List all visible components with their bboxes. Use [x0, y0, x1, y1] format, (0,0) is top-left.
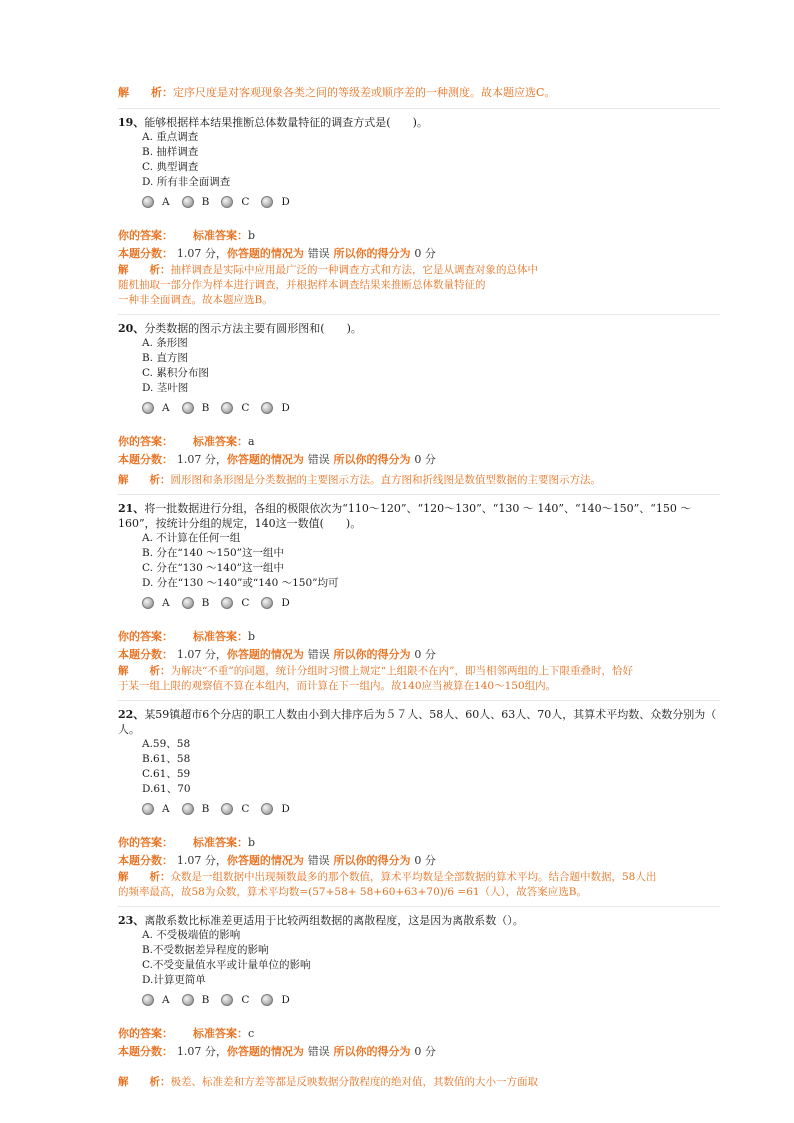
answer-radios: A B C D [142, 991, 720, 1009]
divider [118, 494, 720, 495]
question-22 [118, 707, 720, 900]
question-title: 19、能够根据样本结果推断总体数量特征的调查方式是( )。 [118, 116, 428, 129]
score-row: 本题分数： 1.07 分，你答题的情况为 错误 所以你的得分为 0 分 [118, 1045, 436, 1058]
radio-b[interactable] [182, 597, 194, 609]
radio-c[interactable] [221, 994, 233, 1006]
option-b: B. 抽样调查 [142, 146, 199, 158]
question-title: 23、离散系数比标准差更适用于比较两组数据的离散程度，这是因为离散系数（）。 [118, 914, 524, 927]
radio-c[interactable] [221, 803, 233, 815]
analysis: 解 析：为解决“不重”的问题，统计分组时习惯上规定“上组限不在内”，即当相邻两组的上下限重叠时，恰好 [118, 665, 633, 677]
analysis: 解 析：众数是一组数据中出现频数最多的那个数值，算术平均数是全部数据的算术平均。结合题中数据，58人出 [118, 871, 657, 883]
radio-a[interactable] [142, 597, 154, 609]
answer-row: 你的答案： 标准答案：c [118, 1027, 255, 1040]
analysis: 解 析：极差、标准差和方差等都是反映数据分散程度的绝对值，其数值的大小一方面取 [118, 1076, 538, 1088]
score-row: 本题分数： 1.07 分，你答题的情况为 错误 所以你的得分为 0 分 [118, 648, 436, 661]
radio-d[interactable] [261, 402, 273, 414]
analysis-text: 定序尺度是对客观现象各类之间的等级差或顺序差的一种测度。故本题应选C。 [173, 86, 556, 99]
option-a: A. 重点调查 [142, 131, 199, 143]
option-d: D.计算更简单 [142, 974, 206, 986]
answer-radios: A B C D [142, 193, 720, 211]
divider [118, 700, 720, 701]
option-c: C. 累积分布图 [142, 367, 209, 379]
radio-a[interactable] [142, 803, 154, 815]
option-b: B.61、58 [142, 753, 191, 765]
question-21 [118, 501, 720, 694]
option-d: D. 所有非全面调查 [142, 176, 231, 188]
option-a: A.59、58 [142, 738, 191, 750]
option-c: C. 典型调查 [142, 161, 199, 173]
option-a: A. 条形图 [142, 337, 188, 349]
question-title: 22、某59镇超市6个分店的职工人数由小到大排序后为５７人、58人、60人、63人、70人，其算术平均数、众数分别为（ [118, 708, 717, 721]
answer-radios: A B C D [142, 594, 720, 612]
answer-row: 你的答案： 标准答案：b [118, 836, 256, 849]
radio-d[interactable] [261, 994, 273, 1006]
radio-d[interactable] [261, 803, 273, 815]
option-c: C.61、59 [142, 768, 191, 780]
option-b: B. 直方图 [142, 352, 188, 364]
question-title: 21、将一批数据进行分组，各组的极限依次为“110～120”、“120～130”、“130 ～ 140”、“140～150”、“150 ～ [118, 502, 692, 515]
question-19 [118, 115, 720, 308]
radio-c[interactable] [221, 196, 233, 208]
question-title-cont: 160”，按统计分组的规定，140这一数值( )。 [118, 517, 362, 530]
standard-answer: b [248, 229, 256, 242]
standard-answer: b [248, 836, 256, 849]
analysis-line: 随机抽取一部分作为样本进行调查，并根据样本调查结果来推断总体数量特征的 [118, 279, 486, 291]
answer-row: 你的答案： 标准答案：b [118, 630, 256, 643]
radio-c[interactable] [221, 597, 233, 609]
option-d: D.61、70 [142, 783, 191, 795]
score-row: 本题分数： 1.07 分，你答题的情况为 错误 所以你的得分为 0 分 [118, 854, 436, 867]
standard-answer: c [248, 1027, 255, 1040]
answer-radios: A B C D [142, 399, 720, 417]
divider [118, 906, 720, 907]
analysis-line: 于某一组上限的观察值不算在本组内，而计算在下一组内。故140应当被算在140～150组内。 [118, 680, 557, 692]
option-d: D. 茎叶图 [142, 382, 189, 394]
divider [118, 108, 720, 109]
prev-analysis [118, 84, 720, 102]
analysis-line: 一种非全面调查。故本题应选B。 [118, 294, 273, 306]
divider [118, 314, 720, 315]
radio-c[interactable] [221, 402, 233, 414]
question-20 [118, 321, 720, 488]
radio-b[interactable] [182, 994, 194, 1006]
analysis: 解 析：抽样调查是实际中应用最广泛的一种调查方式和方法，它是从调查对象的总体中 [118, 264, 538, 276]
option-c: C.不受变量值水平或计量单位的影响 [142, 959, 311, 971]
score-row: 本题分数： 1.07 分，你答题的情况为 错误 所以你的得分为 0 分 [118, 247, 436, 260]
radio-b[interactable] [182, 803, 194, 815]
option-a: A. 不受极端值的影响 [142, 929, 241, 941]
answer-row: 你的答案： 标准答案：b [118, 229, 256, 242]
radio-b[interactable] [182, 402, 194, 414]
analysis-line: 的频率最高，故58为众数，算术平均数=(57+58+ 58+60+63+70)/6 =61（人），故答案应选B。 [118, 886, 588, 898]
radio-b[interactable] [182, 196, 194, 208]
analysis: 解 析：圆形图和条形图是分类数据的主要图示方法。直方图和折线图是数值型数据的主要图示方法。 [118, 474, 601, 486]
radio-d[interactable] [261, 196, 273, 208]
analysis-label: 解 析： [118, 86, 173, 99]
option-a: A. 不计算在任何一组 [142, 532, 241, 544]
answer-radios: A B C D [142, 800, 720, 818]
answer-row: 你的答案： 标准答案：a [118, 435, 255, 448]
option-c: C. 分在“130 ～140”这一组中 [142, 562, 284, 574]
score-row: 本题分数： 1.07 分，你答题的情况为 错误 所以你的得分为 0 分 [118, 453, 436, 466]
content [118, 84, 720, 1090]
option-b: B.不受数据差异程度的影响 [142, 944, 269, 956]
radio-a[interactable] [142, 994, 154, 1006]
option-b: B. 分在“140 ～150”这一组中 [142, 547, 285, 559]
option-d: D. 分在“130 ～140”或“140 ～150”均可 [142, 577, 339, 589]
question-title-cont: 人。 [118, 723, 140, 736]
question-23 [118, 913, 720, 1090]
radio-a[interactable] [142, 402, 154, 414]
radio-d[interactable] [261, 597, 273, 609]
radio-a[interactable] [142, 196, 154, 208]
standard-answer: b [248, 630, 256, 643]
standard-answer: a [248, 435, 255, 448]
question-title: 20、分类数据的图示方法主要有圆形图和( )。 [118, 322, 362, 335]
